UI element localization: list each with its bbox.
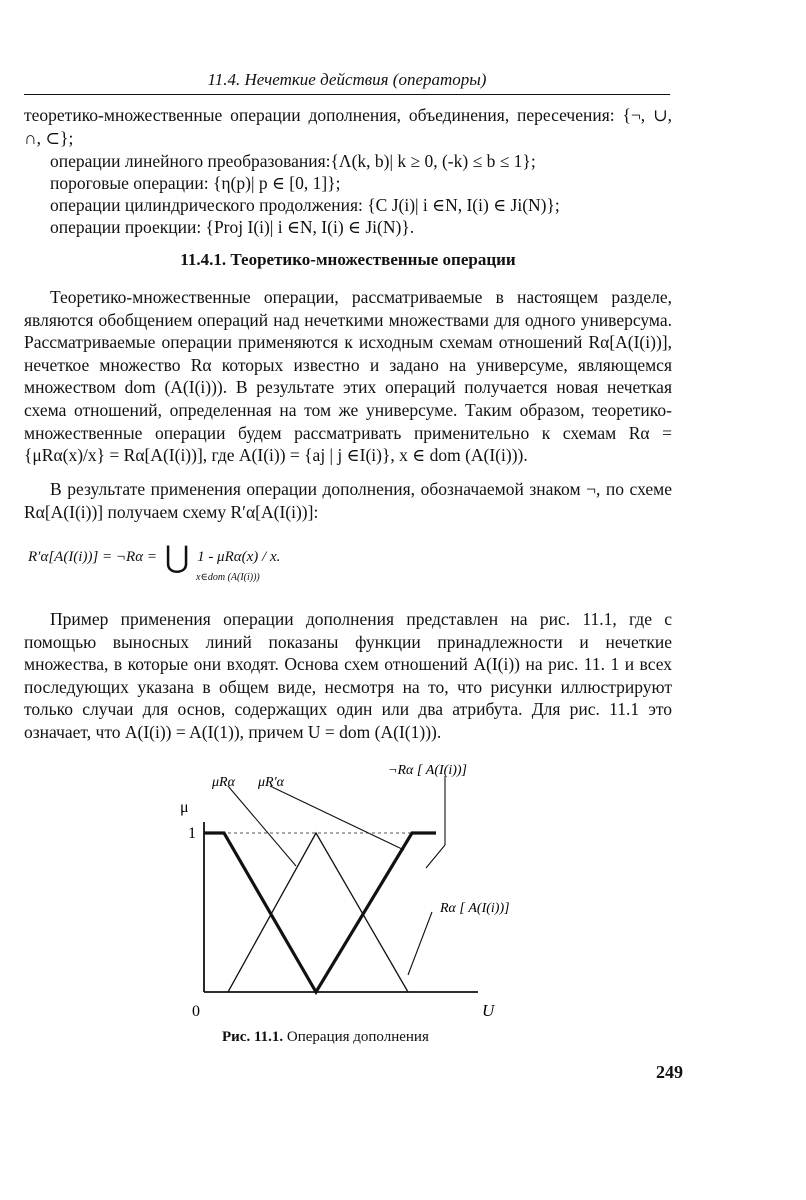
mu-r-line [228, 833, 408, 992]
label-not-r: ¬Rα [ A(I(i))] [388, 763, 467, 778]
op-projection: операции проекции: {Proj I(i)| i ∈N, I(i) ∈ Ji(N)}. [50, 217, 415, 237]
label-mu-axis: μ [180, 799, 189, 816]
leader-not-r-diag [426, 845, 445, 868]
op-threshold: пороговые операции: {η(p)| p ∈ [0, 1]}; [50, 173, 341, 193]
figure-caption [222, 1029, 429, 1046]
caption-text: Операция дополнения [286, 1029, 429, 1045]
intro-line: теоретико-множественные операции дополнения, объединения, пересечения: {¬, ∪, ∩, ⊂}; [24, 105, 672, 148]
op-cylindrical: операции цилиндрического продолжения: {C J(i)| i ∈N, I(i) ∈ Ji(N)}; [50, 195, 560, 215]
caption-label: Рис. 11.1. [222, 1029, 284, 1045]
leader-r [408, 912, 432, 975]
label-mu-rprime: μR′α [258, 775, 284, 790]
union-symbol: ⋃ [164, 541, 190, 574]
paragraph-2: В результате применения операции дополнения, обозначаемой знаком ¬, по схеме Rα[A(I(i))] получаем схему R′α[A(I(i))]: [24, 479, 672, 522]
running-header: 11.4. Нечеткие действия (операторы) [24, 70, 670, 95]
label-one: 1 [188, 825, 196, 842]
formula-subscript: x∈dom (A(I(i))) [196, 572, 260, 583]
op-linear: операции линейного преобразования:{Λ(k, b)| k ≥ 0, (-k) ≤ b ≤ 1}; [50, 151, 536, 171]
paragraph-1: Теоретико-множественные операции, рассматриваемые в настоящем разделе, являются обобщением операций над нечеткими множествами для одного универсума. Рассматриваемые операции применяются к исходным схемам отношений Rα[A(I(i))], нечеткое множество Rα которых известно и задано на универсуме, являющемся множеством dom (A(I(i))). В результате этих операций получается новая нечеткая схема отношений, определенная на том же универсуме. Таким образом, теоретико-множественные операции будем рассматривать применительно к схемам Rα = {μRα(x)/x} = Rα[A(I(i))], где A(I(i)) = {aj | j ∈I(i)}, x ∈ dom (A(I(i))). [24, 287, 672, 466]
formula-lhs: R′α[A(I(i))] = ¬Rα = [28, 549, 157, 565]
formula-rhs: 1 - μRα(x) / x. [197, 549, 281, 565]
leader-mu-rprime [270, 786, 404, 850]
complement-line [204, 833, 436, 992]
section-title: 11.4.1. Теоретико-множественные операции [180, 250, 516, 269]
label-r: Rα [ A(I(i))] [440, 901, 510, 916]
page-number: 249 [656, 1062, 683, 1082]
label-mu-r: μRα [212, 775, 235, 790]
leader-mu-r [228, 786, 296, 866]
label-universe: U [482, 1001, 495, 1020]
paragraph-3: Пример применения операции дополнения представлен на рис. 11.1, где с помощью выносных линий показаны функции принадлежности и нечеткие множества, в которые они входят. Основа схем отношений A(I(i)) на рис. 11. 1 и всех последующих указана в общем виде, несмотря на то, что рисунки иллюстрируют только случаи для основ, содержащих один или два атрибута. Для рис. 11.1 это означает, что A(I(i)) = A(I(1)), причем U = dom (A(I(1))). [24, 609, 672, 742]
label-zero: 0 [192, 1003, 200, 1020]
